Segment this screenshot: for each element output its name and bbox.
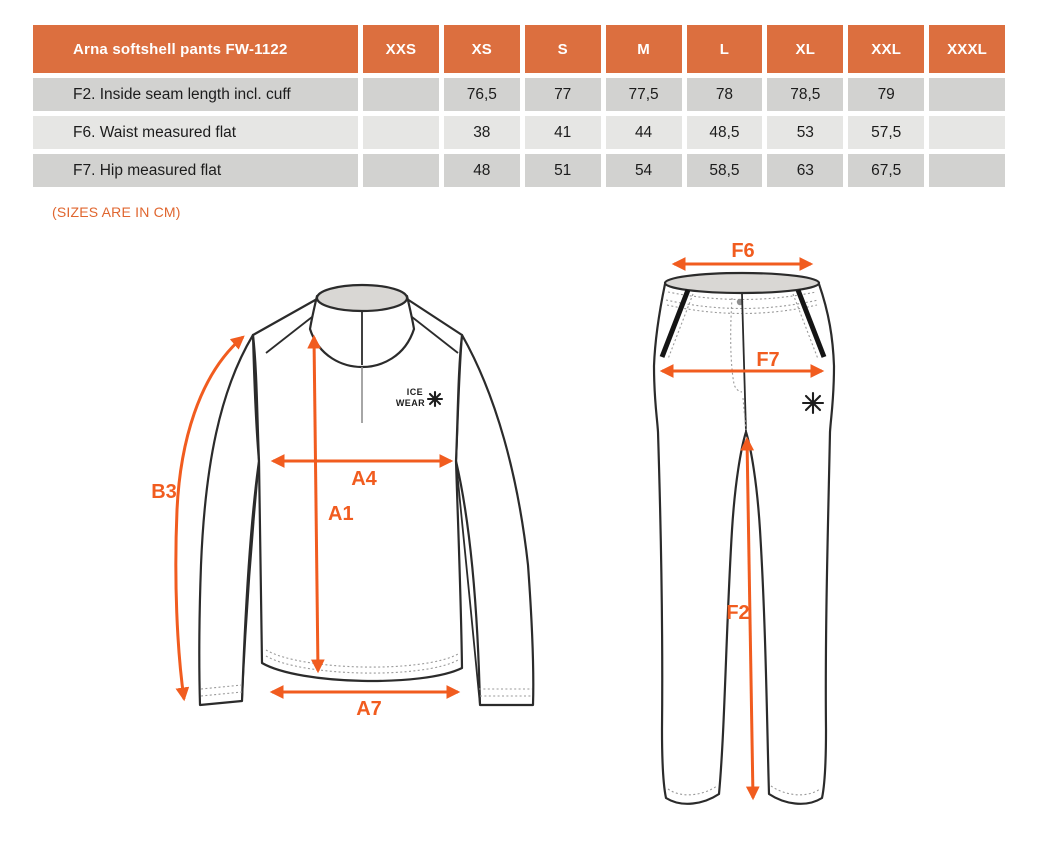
size-value-cell: 79 [848,78,924,111]
size-value-cell: 78,5 [767,78,843,111]
size-value-cell: 78 [687,78,763,111]
measurement-row-label: F7. Hip measured flat [33,154,358,187]
logo-text-ice: ICE [406,387,423,397]
pullover-measurement-diagram [140,275,580,765]
size-column-header-xxxl: XXXL [929,25,1005,73]
size-value-cell [929,154,1005,187]
logo-text-wear: WEAR [395,398,425,408]
size-value-cell: 51 [525,154,601,187]
size-chart-table [33,25,1005,187]
size-value-cell: 48,5 [687,116,763,149]
measure-label-a1: A1 [328,503,354,525]
size-value-cell: 77 [525,78,601,111]
snowflake-icon [803,393,823,413]
size-column-header-l: L [687,25,763,73]
right-sleeve [456,335,533,705]
measure-label-f6: F6 [731,240,755,262]
size-value-cell: 53 [767,116,843,149]
size-value-cell: 77,5 [606,78,682,111]
measurement-row-label: F2. Inside seam length incl. cuff [33,78,358,111]
size-value-cell: 76,5 [444,78,520,111]
snowflake-icon [428,392,442,406]
size-column-header-xl: XL [767,25,843,73]
size-value-cell [363,154,439,187]
size-value-cell: 41 [525,116,601,149]
size-value-cell [363,78,439,111]
size-column-header-s: S [525,25,601,73]
size-column-header-xxs: XXS [363,25,439,73]
size-value-cell: 67,5 [848,154,924,187]
measure-label-a7: A7 [356,698,382,720]
size-column-header-xxl: XXL [848,25,924,73]
measurement-row-label: F6. Waist measured flat [33,116,358,149]
size-value-cell: 54 [606,154,682,187]
collar-opening [317,285,407,311]
size-column-header-xs: XS [444,25,520,73]
measure-label-f7: F7 [756,349,780,371]
measure-label-a4: A4 [351,468,377,490]
size-value-cell: 38 [444,116,520,149]
pants-measurement-diagram [630,238,860,838]
product-title-header: Arna softshell pants FW-1122 [33,25,358,73]
left-sleeve [199,335,259,705]
waistband-opening [665,273,819,293]
size-value-cell: 63 [767,154,843,187]
size-value-cell: 48 [444,154,520,187]
size-value-cell [929,78,1005,111]
size-value-cell [363,116,439,149]
measure-label-f2: F2 [726,602,750,624]
units-note: (SIZES ARE IN CM) [52,204,181,220]
measure-label-b3: B3 [151,481,177,503]
size-value-cell [929,116,1005,149]
size-column-header-m: M [606,25,682,73]
size-value-cell: 57,5 [848,116,924,149]
size-value-cell: 44 [606,116,682,149]
size-value-cell: 58,5 [687,154,763,187]
